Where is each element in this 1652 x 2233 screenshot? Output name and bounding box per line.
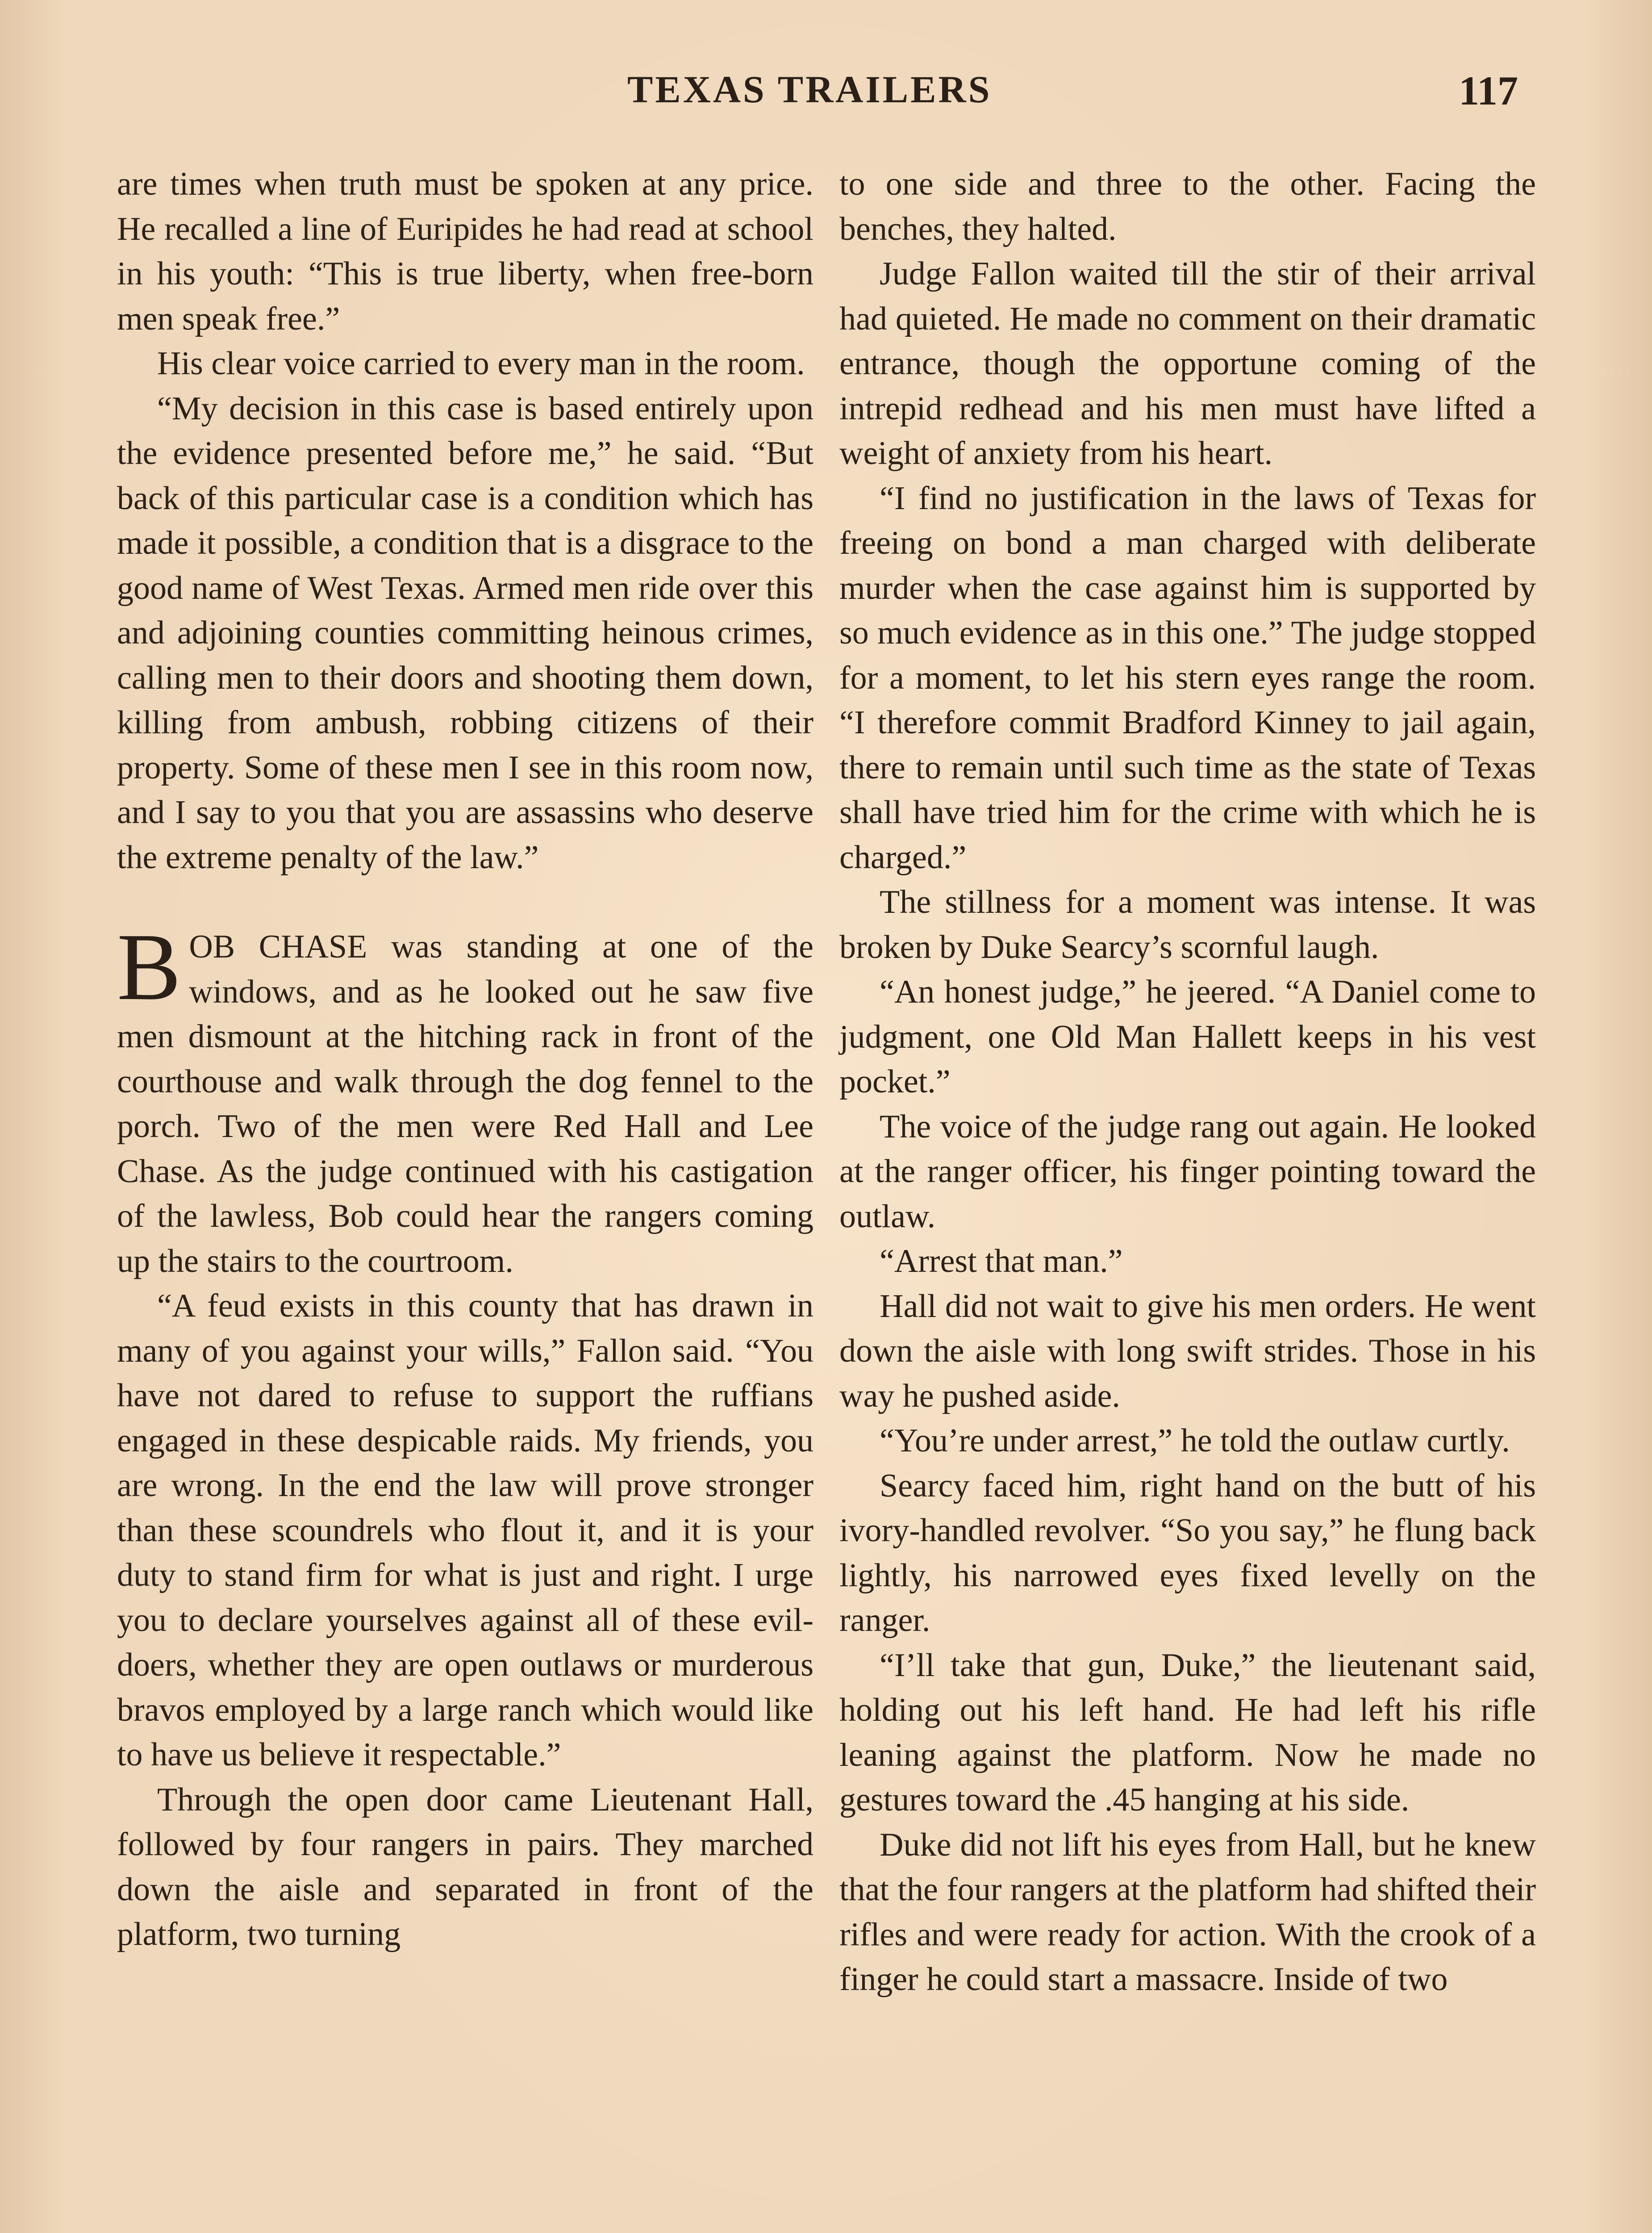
paragraph: to one side and three to the other. Facing the benches, they halted. [839,166,1536,247]
paragraph: are times when truth must be spoken at any price. He recalled a line of Euripides he had read at school in his youth: “This is true liberty, when free-born men speak free.” [117,166,813,337]
paragraph: “My decision in this case is based entirely upon the evidence presented before me,” he said. “But back of this particular case is a condition which has made it possible, a condition that is a disgrace to the good name of West Texas. Armed men ride over this and adjoining counties committing heinous crimes, calling men to their doors and shooting them down, killing from ambush, robbing citizens of their property. Some of these men I see in this room now, and I say to you that you are assassins who deserve the extreme penalty of the law.” [117,390,813,876]
paragraph: “An honest judge,” he jeered. “A Daniel come to judgment, one Old Man Hallett keeps in his vest pocket.” [839,974,1536,1100]
running-head: TEXAS TRAILERS [627,68,992,111]
paragraph: His clear voice carried to every man in the room. [157,345,805,382]
paragraph: The stillness for a moment was intense. It was broken by Duke Searcy’s scornful laugh. [839,884,1536,966]
paragraph: Judge Fallon waited till the stir of their arrival had quieted. He made no comment on their dramatic entrance, though the opportune coming of the intrepid redhead and his men must have lifted a weight of anxiety from his heart. [839,255,1536,472]
paragraph: “I’ll take that gun, Duke,” the lieutenant said, holding out his left hand. He had left his rifle leaning against the platform. Now he made no gestures toward the .45 hanging at his side. [839,1647,1536,1818]
right-column [839,162,1536,2002]
paragraph: “A feud exists in this county that has drawn in many of you against your wills,” Fallon said. “You have not dared to refuse to support the ruffians engaged in these despicable raids. My friends, you are wrong. In the end the law will prove stronger than these scoundrels who flout it, and it is your duty to stand firm for what is just and right. I urge you to declare yourselves against all of these evil-doers, whether they are open outlaws or murderous bravos employed by a large ranch which would like to have us believe it respectable.” [117,1288,813,1773]
paragraph: The voice of the judge rang out again. He looked at the ranger officer, his finger pointing toward the outlaw. [839,1108,1536,1235]
paragraph: “Arrest that man.” [880,1243,1123,1280]
paragraph: Searcy faced him, right hand on the butt of his ivory-handled revolver. “So you say,” he flung back lightly, his narrowed eyes fixed levelly on the ranger. [839,1467,1536,1639]
paragraph: Duke did not lift his eyes from Hall, but he knew that the four rangers at the platform had shifted their rifles and were ready for action. With the crook of a finger he could start a massacre. Inside of two [839,1826,1536,1998]
paragraph-text: OB CHASE was standing at one of the windows, and as he looked out he saw five men dismount at the hitching rack in front of the courthouse and walk through the dog fennel to the porch. Two of the men were Red Hall and Lee Chase. As the judge continued with his castigation of the lawless, Bob could hear the rangers coming up the stairs to the courtroom. [117,928,813,1280]
paragraph: “I find no justification in the laws of Texas for freeing on bond a man charged with deliberate murder when the case against him is supported by so much evidence as in this one.” The judge stopped for a moment, to let his stern eyes range the room. “I therefore commit Bradford Kinney to jail again, there to remain until such time as the state of Texas shall have tried him for the crime with which he is charged.” [839,480,1536,876]
paragraph: “You’re under arrest,” he told the outlaw curtly. [880,1422,1510,1459]
section-opening-paragraph [117,913,813,1284]
paragraph: Hall did not wait to give his men orders. He went down the aisle with long swift strides. Those in his way he pushed aside. [839,1288,1536,1414]
drop-cap: B [117,913,181,1020]
paragraph: Through the open door came Lieutenant Hall, followed by four rangers in pairs. They marched down the aisle and separated in front of the platform, two turning [117,1781,813,1953]
page-header [0,67,1652,121]
left-column [117,162,813,1957]
page-number: 117 [1459,68,1518,113]
